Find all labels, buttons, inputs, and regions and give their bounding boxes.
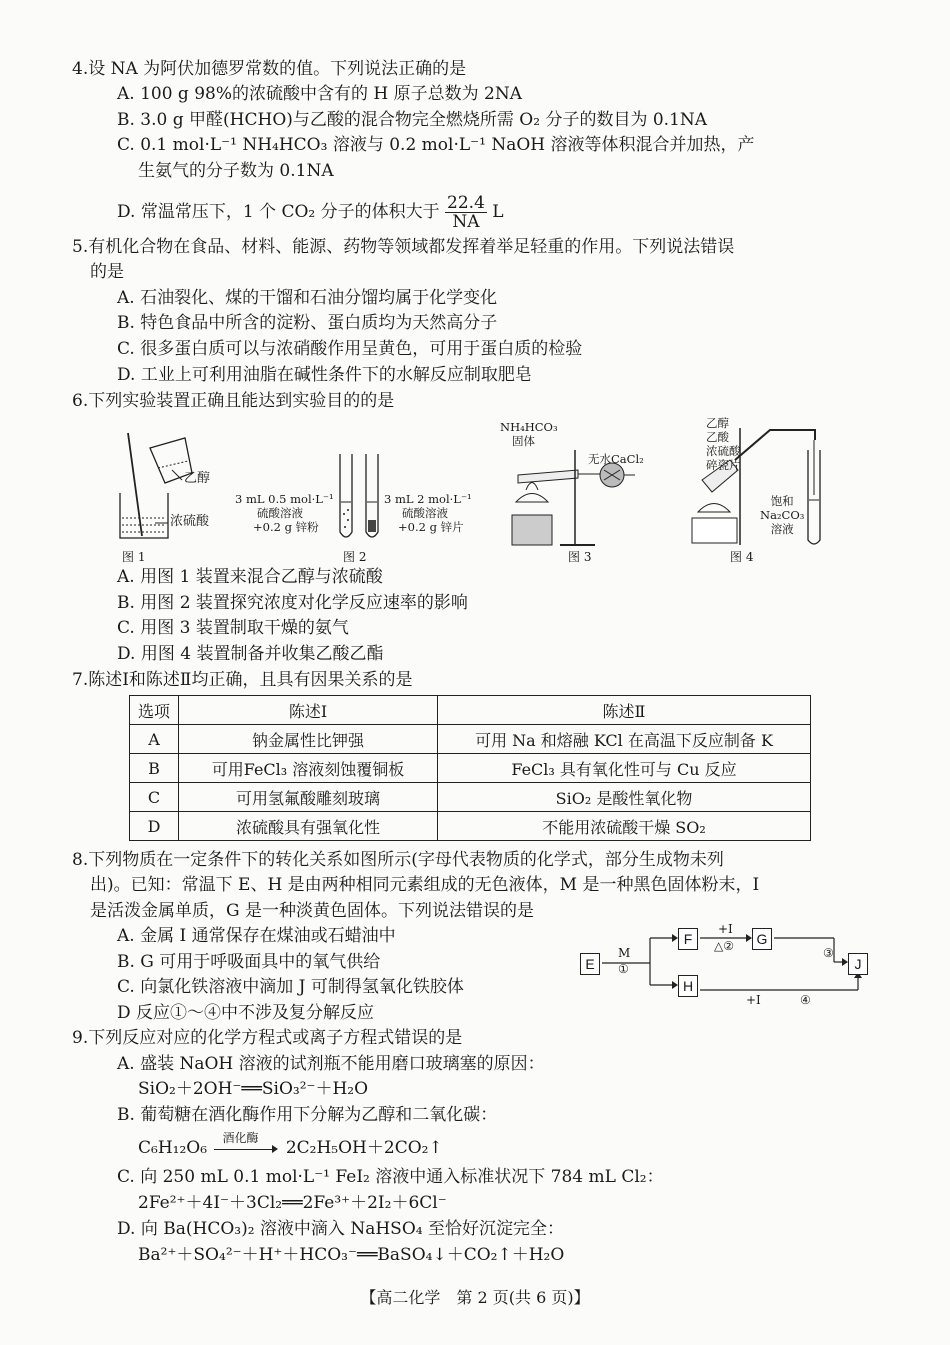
equation-product: 2C₂H₅OH＋2CO₂↑ [285,1138,443,1158]
table-cell: B [130,754,179,783]
table-row [130,725,811,754]
q4-option-c-line1: C. 0.1 mol·L⁻¹ NH₄HCO₃ 溶液与 0.2 mol·L⁻¹ NaOH 溶液等体积混合并加热，产 [117,135,755,155]
q8-option-b: B. G 可用于呼吸面具中的氧气供给 [117,952,381,972]
fraction-numerator: 22.4 [447,193,485,213]
table-cell: 浓硫酸具有强氧化性 [179,812,438,841]
table-cell: FeCl₃ 具有氧化性可与 Cu 反应 [438,754,811,783]
q6-option-a: A. 用图 1 装置来混合乙醇与浓硫酸 [117,567,383,587]
reaction-4-label: ④ [800,993,811,1007]
figure-4-label-porcelain: 碎瓷片 [706,458,741,472]
q4-option-a: A. 100 g 98%的浓硫酸中含有的 H 原子总数为 2NA [117,84,523,104]
figure-2-left-label [235,492,334,534]
q4-option-d [117,190,504,234]
reaction-4-top-label: +I [746,993,761,1007]
figure-4-label-ethanol: 乙醇 [706,416,729,430]
table-header-cell: 陈述Ⅱ [438,696,811,725]
q4-option-c-line2: 生氨气的分子数为 0.1NA [138,161,334,181]
figure-2-test-tubes [330,452,390,547]
table-header-cell: 陈述Ⅰ [179,696,438,725]
q4-option-d-unit: L [492,202,504,222]
q6-option-c: C. 用图 3 装置制取干燥的氨气 [117,618,349,638]
reaction-2-top-label: +I [718,922,733,936]
figure-3-label-cacl2: 无水CaCl₂ [588,452,644,466]
table-cell: C [130,783,179,812]
q8-option-a: A. 金属 I 通常保存在煤油或石蜡油中 [117,926,396,946]
equation-reactant: C₆H₁₂O₆ [138,1138,208,1158]
figure-1-caption: 图 1 [122,550,146,564]
q5-option-d: D. 工业上可利用油脂在碱性条件下的水解反应制取肥皂 [117,365,532,385]
q5-option-c: C. 很多蛋白质可以与浓硝酸作用呈黄色，可用于蛋白质的检验 [117,339,583,359]
table-cell: 可用FeCl₃ 溶液刻蚀覆铜板 [179,754,438,783]
table-cell: 可用 Na 和熔融 KCl 在高温下反应制备 K [438,725,811,754]
figure-1-label-ethanol: 乙醇 [184,471,211,486]
q9-stem: 9.下列反应对应的化学方程式或离子方程式错误的是 [72,1028,463,1048]
figure-3-caption: 图 3 [568,550,592,564]
q4-stem: 4.设 NA 为阿伏加德罗常数的值。下列说法正确的是 [72,59,467,79]
q4-option-d-text: D. 常温常压下，1 个 CO₂ 分子的体积大于 [117,202,440,222]
q5-option-b: B. 特色食品中所含的淀粉、蛋白质均为天然高分子 [117,313,498,333]
figure-2-right-line2: 硫酸溶液 [402,506,448,520]
q9-option-d-equation: Ba²⁺＋SO₄²⁻＋H⁺＋HCO₃⁻══BaSO₄↓＋CO₂↑＋H₂O [138,1245,565,1265]
q5-option-a: A. 石油裂化、煤的干馏和石油分馏均属于化学变化 [117,288,498,308]
figure-2-left-line3: +0.2 g 锌粉 [253,520,319,534]
reaction-3-label: ③ [823,946,834,960]
table-row [130,812,811,841]
figure-4-label-sulfuric-acid: 浓硫酸 [706,444,741,458]
table-cell: 钠金属性比钾强 [179,725,438,754]
q9-option-d: D. 向 Ba(HCO₃)₂ 溶液中滴入 NaHSO₄ 至恰好沉淀完全： [117,1219,564,1239]
q8-stem-line2: 出)。已知：常温下 E、H 是由两种相同元素组成的无色液体，M 是一种黑色固体粉末，I [90,875,760,895]
table-cell: A [130,725,179,754]
q4-option-b: B. 3.0 g 甲醛(HCHO)与乙酸的混合物完全燃烧所需 O₂ 分子的数目为 0.1NA [117,110,708,130]
q8-stem-line1: 8.下列物质在一定条件下的转化关系如图所示(字母代表物质的化学式，部分生成物未列 [72,850,724,870]
reagent-m-label: M [618,946,631,960]
table-cell: 可用氢氟酸雕刻玻璃 [179,783,438,812]
figure-2-left-line1: 3 mL 0.5 mol·L⁻¹ [235,492,334,506]
q6-option-d: D. 用图 4 装置制备并收集乙酸乙酯 [117,644,384,664]
node-f: F [678,928,698,950]
q9-option-b: B. 葡萄糖在酒化酶作用下分解为乙醇和二氧化碳： [117,1105,498,1125]
figure-3-label-nh4hco3: NH₄HCO₃ [500,420,558,434]
figure-4-label-solution [760,494,804,536]
q8-stem-line3: 是活泼金属单质，G 是一种淡黄色固体。下列说法错误的是 [90,901,534,921]
reaction-2-bottom-label: △② [714,939,734,953]
q5-stem-line2: 的是 [90,262,124,282]
node-e: E [580,953,600,975]
table-row [130,783,811,812]
node-g: G [752,928,772,950]
figure-2-left-line2: 硫酸溶液 [257,506,303,520]
q5-stem-line1: 5.有机化合物在食品、材料、能源、药物等领域都发挥着举足轻重的作用。下列说法错误 [72,237,735,257]
table-cell: D [130,812,179,841]
figure-4-label-na2co3: Na₂CO₃ [760,508,805,522]
node-j: J [848,953,868,975]
figure-4-label-saturated: 饱和 [770,494,794,508]
reaction-arrow [212,1130,280,1157]
table-row [130,754,811,783]
reaction-1-label: ① [618,962,629,976]
fraction [445,194,487,231]
figure-1-label-sulfuric-acid: 浓硫酸 [170,514,210,529]
q9-option-b-equation [138,1130,443,1159]
page-footer: 【高二化学 第 2 页(共 6 页)】 [360,1288,590,1307]
table-cell: 不能用浓硫酸干燥 SO₂ [438,812,811,841]
fraction-denominator: NA [452,212,480,232]
figure-4-caption: 图 4 [730,550,754,564]
table-header-cell: 选项 [130,696,179,725]
figure-2-right-line3: +0.2 g 锌片 [398,520,464,534]
table-header-row [130,696,811,725]
figure-3-label-reagent [500,420,558,448]
figure-3-label-solid: 固体 [512,434,535,448]
figure-2-right-label [384,492,472,534]
q7-stem: 7.陈述Ⅰ和陈述Ⅱ均正确，且具有因果关系的是 [72,670,413,690]
figure-4-label-acetic-acid: 乙酸 [706,430,729,444]
figure-2-right-line1: 3 mL 2 mol·L⁻¹ [384,492,472,506]
node-h: H [678,975,698,997]
q8-option-d: D 反应①～④中不涉及复分解反应 [117,1003,375,1023]
figure-4-label-reagents [706,416,741,472]
q7-table [129,695,811,841]
q6-option-b: B. 用图 2 装置探究浓度对化学反应速率的影响 [117,593,468,613]
q9-option-c-equation: 2Fe²⁺＋4I⁻＋3Cl₂══2Fe³⁺＋2I₂＋6Cl⁻ [138,1193,447,1213]
q9-option-a-equation: SiO₂＋2OH⁻══SiO₃²⁻＋H₂O [138,1079,369,1099]
figure-4-label-liquid: 溶液 [770,522,794,536]
figure-2-caption: 图 2 [343,550,367,564]
q8-option-c: C. 向氯化铁溶液中滴加 J 可制得氢氧化铁胶体 [117,977,464,997]
reaction-condition: 酒化酶 [222,1130,259,1145]
q6-stem: 6.下列实验装置正确且能达到实验目的的是 [72,391,395,411]
table-cell: SiO₂ 是酸性氧化物 [438,783,811,812]
q9-option-a: A. 盛装 NaOH 溶液的试剂瓶不能用磨口玻璃塞的原因： [117,1054,545,1074]
q9-option-c: C. 向 250 mL 0.1 mol·L⁻¹ FeI₂ 溶液中通入标准状况下 784 mL Cl₂： [117,1167,664,1187]
